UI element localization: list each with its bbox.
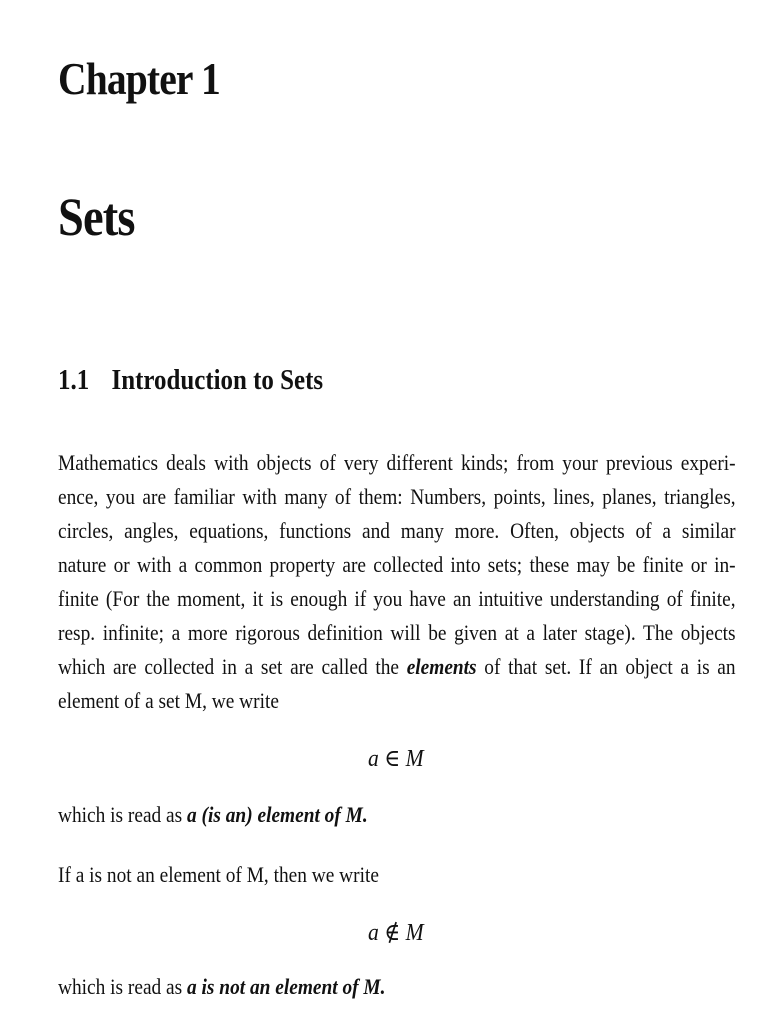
paragraph-line: element of a set M, we write [58,688,279,713]
paragraph-line: ence, you are familiar with many of them: Numbers, points, lines, planes, triangles, [58,484,736,509]
reading-phrase: a (is an) element of M. [187,802,368,827]
formula-element-of: a ∈ M [368,746,424,772]
reading-element-of [58,802,368,828]
formula-not-element-of: a ∉ M [368,920,424,946]
term-elements: elements [406,654,477,679]
section-title: Introduction to Sets [111,364,324,396]
section-heading [58,364,323,397]
paragraph-line: circles, angles, equations, functions and many more. Often, objects of a similar [58,518,736,543]
paragraph-line [58,650,736,684]
paragraph-line: Mathematics deals with objects of very different kinds; from your previous experi- [58,450,736,475]
paragraph-line: nature or with a common property are collected into sets; these may be finite or in- [58,552,736,577]
line-text: which is read as [58,974,188,999]
line-text: of that set. If an object a is an [476,654,736,679]
line-text: which is read as [58,802,188,827]
chapter-label: Chapter 1 [58,53,220,104]
section-number: 1.1 [58,364,90,396]
paragraph-line: finite (For the moment, it is enough if you have an intuitive understanding of finite, [58,586,736,611]
line-text: which are collected in a set are called the [58,654,407,679]
not-element-sentence: If a is not an element of M, then we write [58,862,379,887]
reading-phrase: a is not an element of M. [187,974,386,999]
chapter-title: Sets [58,187,135,247]
paragraph-line: resp. infinite; a more rigorous definition will be given at a later stage). The objects [58,620,736,645]
intro-paragraph [58,446,736,718]
reading-not-element-of [58,974,385,1000]
